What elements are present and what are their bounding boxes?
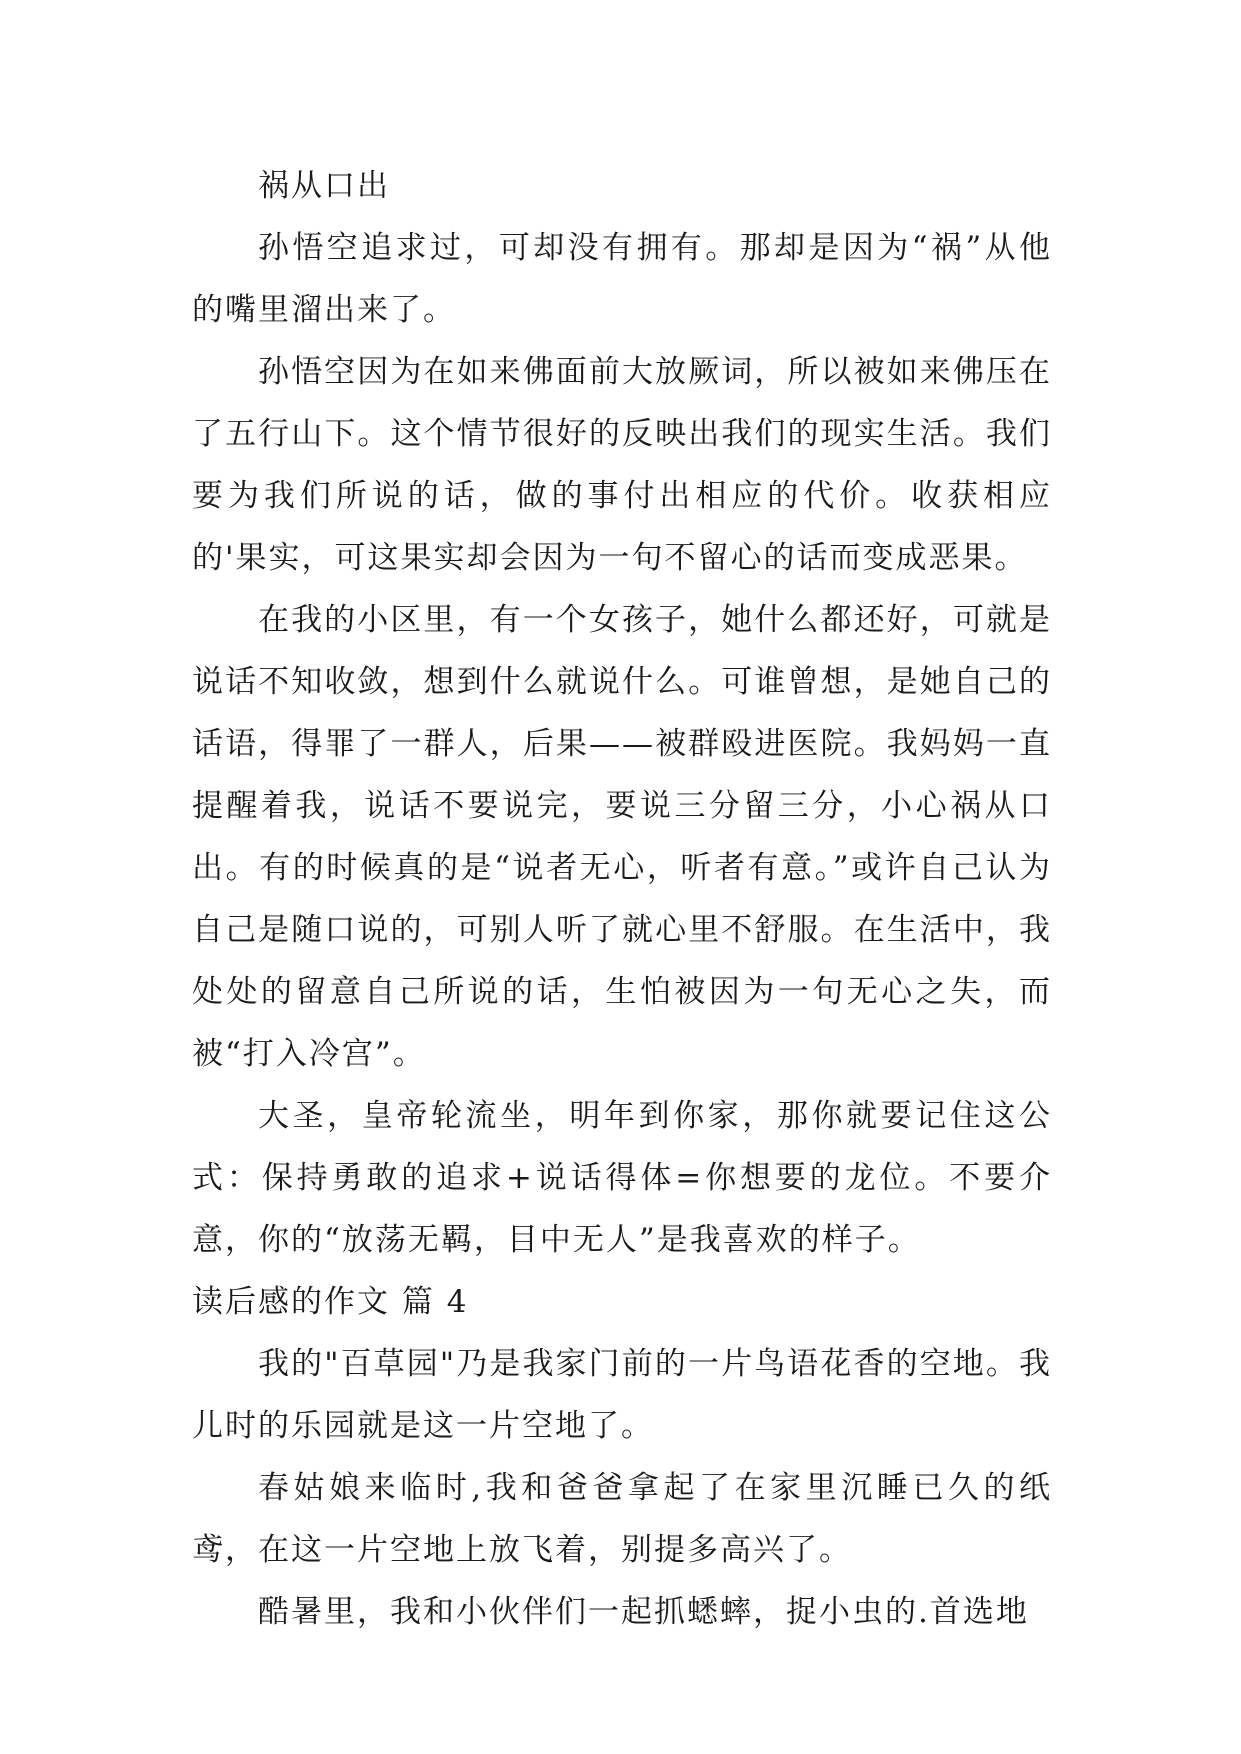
paragraph-heading: 祸从口出 xyxy=(258,168,390,204)
paragraph: 酷暑里，我和小伙伴们一起抓蟋蟀，捉小虫的.首选地 xyxy=(258,1594,1029,1630)
paragraph: 在我的小区里，有一个女孩子，她什么都还好，可就是说话不知收敛，想到什么就说什么。可谁曾想，是她自己的话语，得罪了一群人，后果——被群殴进医院。我妈妈一直提醒着我，说话不要说完，要说三分留三分，小心祸从口出。有的时候真的是“说者无心，听者有意。”或许自己认为自己是随口说的，可别人听了就心里不舒服。在生活中，我处处的留意自己所说的话，生怕被因为一句无心之失，而被“打入冷宫”。 xyxy=(192,602,1052,1072)
paragraph: 孙悟空追求过，可却没有拥有。那却是因为“祸”从他的嘴里溜出来了。 xyxy=(192,230,1052,328)
paragraph: 孙悟空因为在如来佛面前大放厥词，所以被如来佛压在了五行山下。这个情节很好的反映出我们的现实生活。我们要为我们所说的话，做的事付出相应的代价。收获相应的'果实，可这果实却会因为一句不留心的话而变成恶果。 xyxy=(192,354,1052,576)
paragraph: 大圣，皇帝轮流坐，明年到你家，那你就要记住这公式：保持勇敢的追求+说话得体=你想要的龙位。不要介意，你的“放荡无羁，目中无人”是我喜欢的样子。 xyxy=(192,1098,1052,1258)
document-body xyxy=(192,155,1052,1643)
paragraph: 我的"百草园"乃是我家门前的一片鸟语花香的空地。我儿时的乐园就是这一片空地了。 xyxy=(192,1346,1052,1444)
section-title: 读后感的作文 篇 4 xyxy=(192,1284,469,1320)
paragraph: 春姑娘来临时,我和爸爸拿起了在家里沉睡已久的纸鸢，在这一片空地上放飞着，别提多高兴了。 xyxy=(192,1470,1052,1568)
